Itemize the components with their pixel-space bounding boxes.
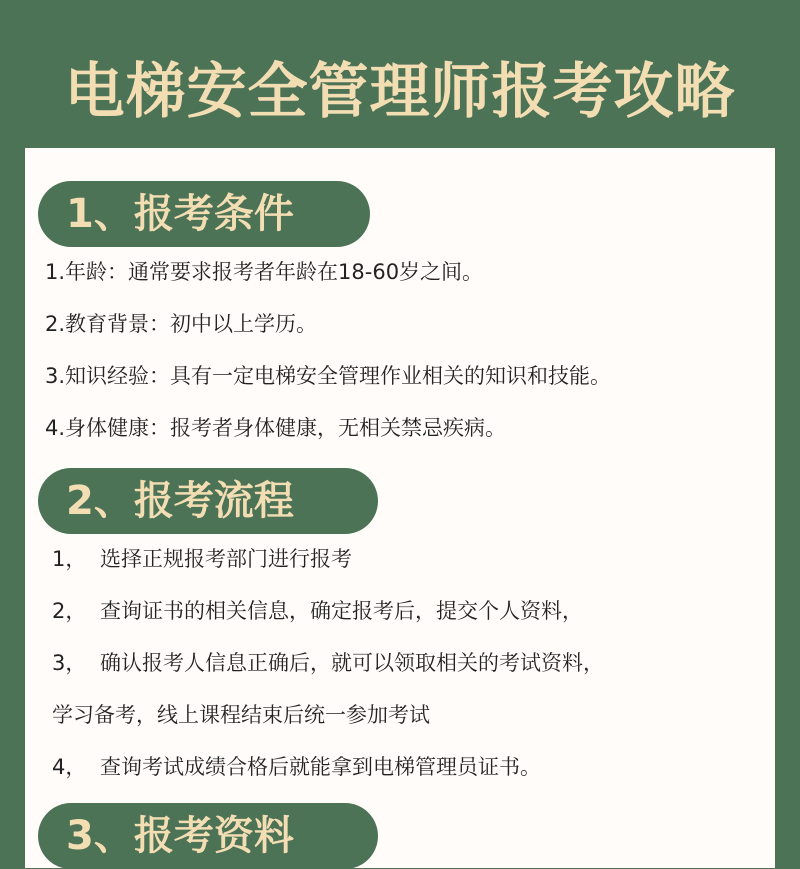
process-step-text: 查询考试成绩合格后就能拿到电梯管理员证书。 — [100, 755, 541, 779]
section-heading-process: 2、报考流程 — [38, 468, 378, 534]
process-step — [52, 597, 583, 625]
process-step-number: 1， — [52, 547, 87, 571]
process-step-continuation — [52, 701, 430, 729]
process-step-text: 选择正规报考部门进行报考 — [100, 547, 352, 571]
process-step-text: 确认报考人信息正确后，就可以领取相关的考试资料， — [100, 651, 604, 675]
process-step-text: 查询证书的相关信息，确定报考后，提交个人资料， — [100, 599, 583, 623]
condition-item-age: 1.年龄：通常要求报考者年龄在18-60岁之间。 — [45, 260, 484, 284]
process-step-text: 学习备考，线上课程结束后统一参加考试 — [52, 703, 430, 727]
process-step-number: 4， — [52, 755, 87, 779]
process-step — [52, 649, 604, 677]
page-title: 电梯安全管理师报考攻略 — [64, 57, 736, 127]
content-card — [25, 148, 775, 868]
process-step-number: 2， — [52, 599, 87, 623]
section-heading-conditions: 1、报考条件 — [38, 181, 370, 247]
condition-item-health: 4.身体健康：报考者身体健康，无相关禁忌疾病。 — [45, 416, 507, 440]
process-step — [52, 753, 541, 781]
section-heading-materials: 3、报考资料 — [38, 803, 378, 869]
process-step — [52, 545, 352, 573]
process-step-number: 3， — [52, 651, 87, 675]
condition-item-education: 2.教育背景：初中以上学历。 — [45, 312, 318, 336]
condition-item-experience: 3.知识经验：具有一定电梯安全管理作业相关的知识和技能。 — [45, 364, 612, 388]
